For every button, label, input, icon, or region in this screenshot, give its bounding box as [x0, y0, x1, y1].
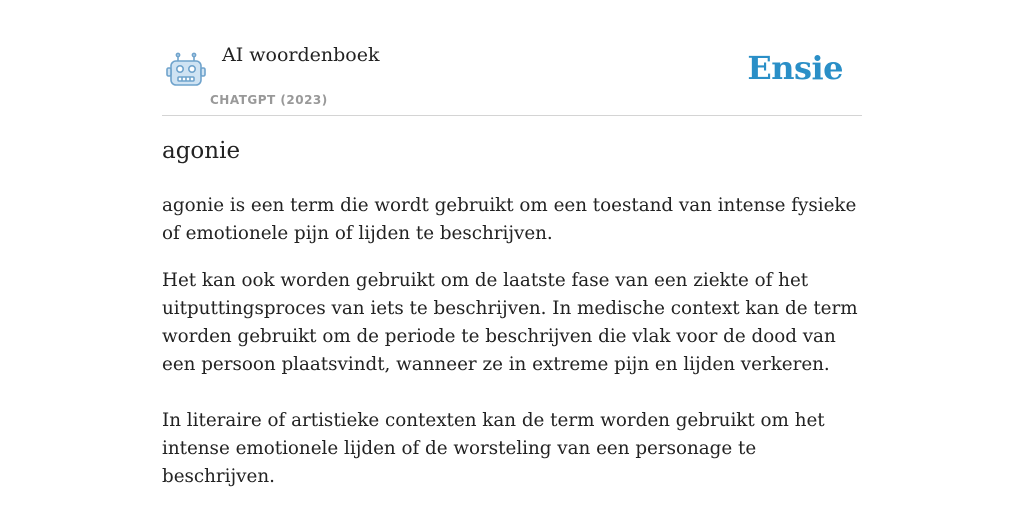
entry-container: [162, 0, 862, 487]
entry-header: [162, 0, 862, 116]
entry-definition: [162, 192, 862, 491]
definition-paragraph: agonie is een term die wordt gebruikt om een toestand van intense fysieke of emotionele pijn of lijden te beschrijven.: [162, 195, 857, 244]
source-title[interactable]: AI woordenboek: [222, 44, 380, 66]
brand-logo[interactable]: Ensie: [747, 49, 843, 87]
definition-paragraph: In literaire of artistieke contexten kan de term worden gebruikt om het intense emotionele lijden of de worsteling van een personage te beschrijven.: [162, 410, 825, 487]
entry-term: agonie: [162, 138, 241, 164]
robot-icon: [166, 52, 206, 90]
definition-paragraph: Het kan ook worden gebruikt om de laatste fase van een ziekte of het uitputtingsproces van iets te beschrijven. In medische context kan de term worden gebruikt om de periode te beschrijven die vlak voor de dood van een persoon plaatsvindt, wanneer ze in extreme pijn en lijden verkeren.: [162, 270, 858, 375]
source-subtitle: CHATGPT (2023): [210, 93, 328, 107]
